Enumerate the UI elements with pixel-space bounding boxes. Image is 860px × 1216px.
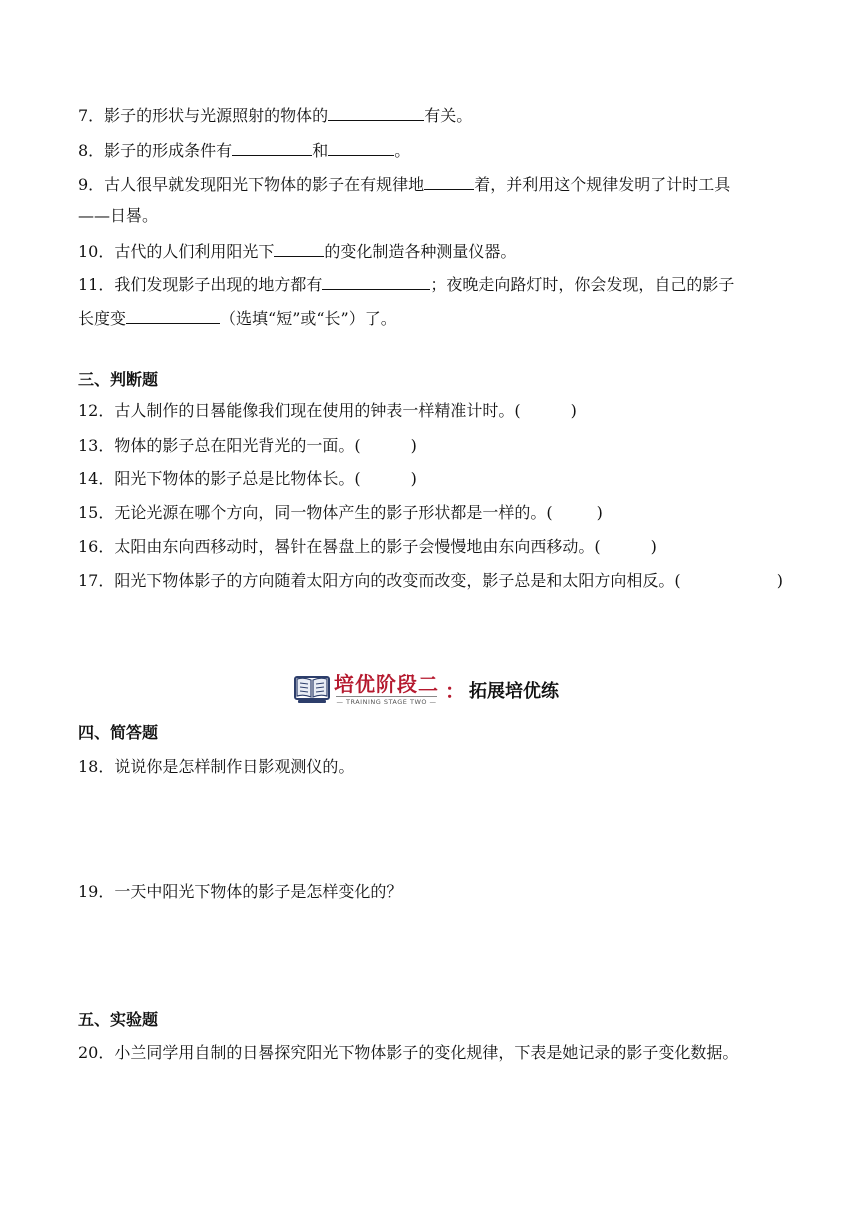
q8-answer-blank-1[interactable] bbox=[232, 137, 312, 156]
q11-answer-blank-2[interactable] bbox=[126, 305, 220, 324]
question-8 bbox=[78, 137, 410, 163]
judge-13-close-paren: ) bbox=[410, 436, 417, 455]
judge-14-text: 14．阳光下物体的影子总是比物体长。( bbox=[78, 469, 361, 488]
q11-line2-pre: 长度变 bbox=[78, 309, 127, 328]
judge-12-text: 12．古人制作的日晷能像我们现在使用的钟表一样精准计时。( bbox=[78, 401, 521, 420]
q8-text-pre: 8．影子的形成条件有 bbox=[78, 141, 233, 160]
judge-17-close-paren[interactable]: ) bbox=[776, 571, 783, 590]
judge-item-13 bbox=[78, 434, 417, 458]
question-18: 18．说说你是怎样制作日影观测仪的。 bbox=[78, 757, 355, 776]
banner-right-title: 拓展培优练 bbox=[469, 680, 559, 702]
open-book-icon bbox=[294, 675, 330, 705]
question-11-line-1 bbox=[78, 271, 734, 297]
judge-15-text: 15．无论光源在哪个方向，同一物体产生的影子形状都是一样的。( bbox=[78, 503, 553, 522]
q8-text-mid: 和 bbox=[312, 141, 329, 160]
judge-15-close-paren: ) bbox=[596, 503, 603, 522]
question-10 bbox=[78, 238, 516, 264]
q8-answer-blank-2[interactable] bbox=[328, 137, 394, 156]
judge-17-text: 17．阳光下物体影子的方向随着太阳方向的改变而改变，影子总是和太阳方向相反。( bbox=[78, 571, 681, 590]
q9-text-pre: 9．古人很早就发现阳光下物体的影子在有规律地 bbox=[78, 175, 425, 194]
judge-item-17 bbox=[78, 569, 783, 593]
judge-12-close-paren: ) bbox=[570, 401, 577, 420]
section-5-title: 五、实验题 bbox=[78, 1010, 159, 1029]
q11-text-pre: 11．我们发现影子出现的地方都有 bbox=[78, 275, 323, 294]
question-11-line-2 bbox=[78, 305, 397, 331]
judge-13-text: 13．物体的影子总在阳光背光的一面。( bbox=[78, 436, 361, 455]
section-4-title: 四、简答题 bbox=[78, 723, 159, 742]
q9-answer-blank[interactable] bbox=[424, 171, 474, 190]
banner-subtitle: — TRAINING STAGE TWO — bbox=[336, 698, 437, 706]
banner-title-block bbox=[334, 672, 439, 707]
judge-item-16 bbox=[78, 535, 657, 559]
judge-16-text: 16．太阳由东向西移动时，晷针在晷盘上的影子会慢慢地由东向西移动。( bbox=[78, 537, 601, 556]
judge-14-close-paren: ) bbox=[410, 469, 417, 488]
q11-answer-blank-1[interactable] bbox=[322, 271, 430, 290]
judge-item-14 bbox=[78, 467, 417, 491]
question-9-line-2: ——日晷。 bbox=[78, 206, 159, 225]
judge-16-close-paren: ) bbox=[650, 537, 657, 556]
stage-banner bbox=[294, 672, 559, 707]
section-3-title: 三、判断题 bbox=[78, 370, 159, 389]
q10-text-pre: 10．古代的人们利用阳光下 bbox=[78, 242, 275, 261]
q7-answer-blank[interactable] bbox=[328, 102, 424, 121]
banner-colon: ： bbox=[445, 679, 465, 703]
question-7 bbox=[78, 102, 472, 128]
judge-item-15 bbox=[78, 501, 603, 525]
q9-text-post: 着，并利用这个规律发明了计时工具 bbox=[474, 175, 731, 194]
question-20: 20．小兰同学用自制的日晷探究阳光下物体影子的变化规律，下表是她记录的影子变化数据。 bbox=[78, 1043, 739, 1062]
q10-text-post: 的变化制造各种测量仪器。 bbox=[324, 242, 517, 261]
q7-text-pre: 7．影子的形状与光源照射的物体的 bbox=[78, 106, 329, 125]
banner-title: 培优阶段二 bbox=[334, 672, 439, 696]
question-19: 19．一天中阳光下物体的影子是怎样变化的？ bbox=[78, 882, 403, 901]
q7-text-post: 有关。 bbox=[424, 106, 473, 125]
q11-line2-post: （选填“短”或“长”）了。 bbox=[220, 309, 397, 328]
q11-text-mid: ；夜晚走向路灯时，你会发现，自己的影子 bbox=[430, 275, 735, 294]
question-9-line-1 bbox=[78, 171, 730, 197]
q8-text-post: 。 bbox=[394, 141, 411, 160]
judge-item-12 bbox=[78, 399, 577, 423]
q10-answer-blank[interactable] bbox=[274, 238, 324, 257]
